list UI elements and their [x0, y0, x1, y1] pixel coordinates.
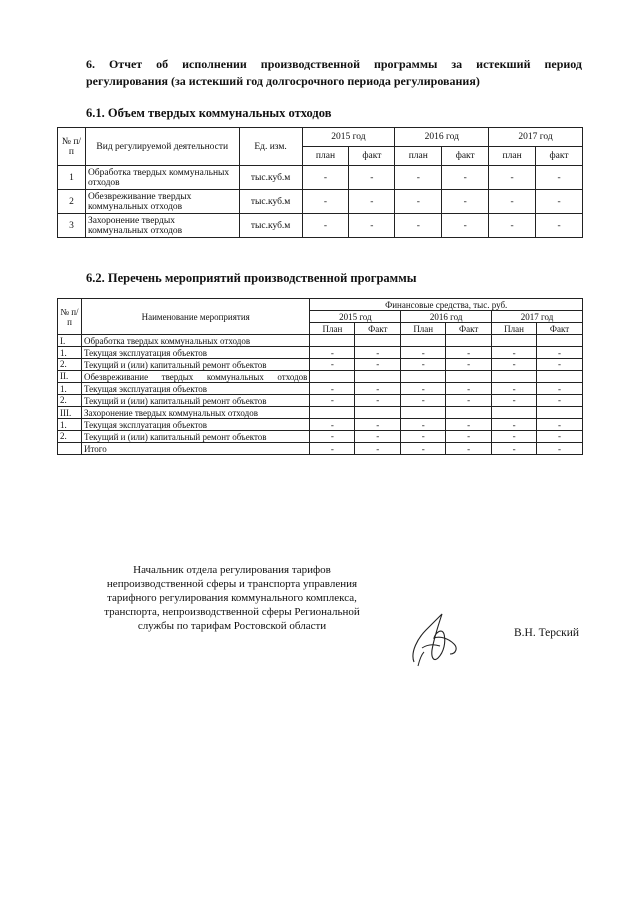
- row-name: Захоронение твердых коммунальных отходов: [85, 214, 239, 238]
- header-fact: Факт: [355, 323, 401, 335]
- cell-value: -: [492, 383, 537, 395]
- header-activity: Вид регулируемой деятельности: [85, 128, 239, 166]
- cell-value: -: [492, 395, 537, 407]
- row-name: Текущий и (или) капитальный ремонт объектов: [81, 395, 309, 407]
- cell-value: -: [446, 443, 492, 455]
- row-name: Обезвреживание твердых коммунальных отходов: [85, 190, 239, 214]
- empty-cell: [355, 407, 401, 419]
- section-6-1-title: 6.1. Объем твердых коммунальных отходов: [86, 106, 332, 120]
- empty-cell: [401, 335, 446, 347]
- section-6-heading-line-2: регулирования (за истекший год долгосрочного периода регулирования): [86, 74, 480, 88]
- cell-value: -: [442, 214, 489, 238]
- cell-value: -: [355, 419, 401, 431]
- cell-value: -: [395, 190, 442, 214]
- cell-value: -: [537, 383, 583, 395]
- cell-value: -: [446, 419, 492, 431]
- row-num: 2.: [58, 359, 82, 371]
- cell-value: -: [355, 395, 401, 407]
- header-plan: план: [489, 147, 536, 166]
- cell-value: -: [446, 347, 492, 359]
- table-row: [58, 431, 583, 443]
- group-row: [58, 371, 583, 383]
- empty-cell: [401, 407, 446, 419]
- row-num: 1.: [58, 383, 82, 395]
- header-fact: факт: [349, 147, 395, 166]
- group-row: [58, 335, 583, 347]
- cell-value: -: [401, 383, 446, 395]
- row-name: Текущий и (или) капитальный ремонт объектов: [81, 359, 309, 371]
- header-year-2017: 2017 год: [492, 311, 583, 323]
- row-unit: тыс.куб.м: [239, 214, 302, 238]
- cell-value: -: [492, 419, 537, 431]
- header-year-2015: 2015 год: [310, 311, 401, 323]
- cell-value: -: [489, 190, 536, 214]
- empty-cell: [446, 407, 492, 419]
- cell-value: -: [395, 166, 442, 190]
- position-line: непроизводственной сферы и транспорта управления: [106, 578, 358, 590]
- row-num: 2: [58, 190, 86, 214]
- cell-value: -: [446, 383, 492, 395]
- row-name: Текущая эксплуатация объектов: [81, 383, 309, 395]
- empty-cell: [492, 335, 537, 347]
- cell-value: -: [355, 359, 401, 371]
- position-line: Начальник отдела регулирования тарифов: [133, 564, 331, 576]
- empty-cell: [537, 335, 583, 347]
- signatory-position: [92, 563, 372, 633]
- handwritten-signature: [404, 608, 466, 670]
- group-num: I.: [58, 335, 82, 347]
- measures-table: [57, 298, 583, 455]
- header-year-2016: 2016 год: [401, 311, 492, 323]
- cell-value: -: [537, 359, 583, 371]
- row-unit: тыс.куб.м: [239, 166, 302, 190]
- section-6-heading: [86, 56, 582, 90]
- header-plan: План: [310, 323, 355, 335]
- cell-value: -: [537, 395, 583, 407]
- empty-cell: [355, 371, 401, 383]
- empty-cell: [537, 407, 583, 419]
- row-num: 2.: [58, 431, 82, 443]
- cell-value: -: [492, 443, 537, 455]
- table-row: [58, 419, 583, 431]
- empty-cell: [58, 443, 82, 455]
- position-line: службы по тарифам Ростовской области: [137, 620, 327, 632]
- group-name: Обезвреживание твердых коммунальных отходов: [81, 371, 309, 383]
- header-fact: факт: [536, 147, 583, 166]
- cell-value: -: [492, 359, 537, 371]
- cell-value: -: [302, 166, 349, 190]
- measures-header-row-1: [58, 299, 583, 311]
- cell-value: -: [401, 419, 446, 431]
- empty-cell: [355, 335, 401, 347]
- row-num: 3: [58, 214, 86, 238]
- empty-cell: [310, 407, 355, 419]
- header-unit: Ед. изм.: [239, 128, 302, 166]
- group-row: [58, 407, 583, 419]
- section-6-2-title: 6.2. Перечень мероприятий производственной программы: [86, 271, 417, 285]
- header-plan: план: [395, 147, 442, 166]
- empty-cell: [446, 335, 492, 347]
- table-row: [58, 347, 583, 359]
- cell-value: -: [489, 214, 536, 238]
- table-row: [58, 190, 583, 214]
- cell-value: -: [310, 395, 355, 407]
- cell-value: -: [310, 359, 355, 371]
- cell-value: -: [310, 383, 355, 395]
- table-row: [58, 359, 583, 371]
- cell-value: -: [302, 214, 349, 238]
- cell-value: -: [355, 347, 401, 359]
- cell-value: -: [401, 359, 446, 371]
- header-year-2017: 2017 год: [489, 128, 583, 147]
- row-num: 2.: [58, 395, 82, 407]
- cell-value: -: [492, 431, 537, 443]
- header-finance: Финансовые средства, тыс. руб.: [310, 299, 583, 311]
- position-line: тарифного регулирования коммунального комплекса,: [107, 592, 357, 604]
- cell-value: -: [446, 359, 492, 371]
- row-name: Текущая эксплуатация объектов: [81, 419, 309, 431]
- cell-value: -: [401, 443, 446, 455]
- empty-cell: [310, 335, 355, 347]
- empty-cell: [310, 371, 355, 383]
- header-plan: План: [401, 323, 446, 335]
- cell-value: -: [401, 431, 446, 443]
- cell-value: -: [536, 214, 583, 238]
- position-line: транспорта, непроизводственной сферы Региональной: [104, 606, 360, 618]
- total-row: [58, 443, 583, 455]
- group-num: III.: [58, 407, 82, 419]
- cell-value: -: [395, 214, 442, 238]
- cell-value: -: [446, 431, 492, 443]
- cell-value: -: [355, 443, 401, 455]
- table-row: [58, 383, 583, 395]
- volume-table: [57, 127, 583, 238]
- cell-value: -: [537, 443, 583, 455]
- table-row: [58, 166, 583, 190]
- header-fact: Факт: [446, 323, 492, 335]
- group-name: Обработка твердых коммунальных отходов: [81, 335, 309, 347]
- group-name: Захоронение твердых коммунальных отходов: [81, 407, 309, 419]
- row-name: Текущая эксплуатация объектов: [81, 347, 309, 359]
- cell-value: -: [401, 395, 446, 407]
- empty-cell: [537, 371, 583, 383]
- cell-value: -: [536, 166, 583, 190]
- cell-value: -: [537, 431, 583, 443]
- header-fact: факт: [442, 147, 489, 166]
- cell-value: -: [446, 395, 492, 407]
- cell-value: -: [442, 190, 489, 214]
- cell-value: -: [302, 190, 349, 214]
- cell-value: -: [310, 347, 355, 359]
- row-name: Обработка твердых коммунальных отходов: [85, 166, 239, 190]
- header-name: Наименование мероприятия: [81, 299, 309, 335]
- header-num: № п/п: [58, 299, 82, 335]
- row-unit: тыс.куб.м: [239, 190, 302, 214]
- section-6-heading-line-1: 6. Отчет об исполнении производственной программы за истекший период: [86, 57, 582, 71]
- empty-cell: [492, 371, 537, 383]
- cell-value: -: [442, 166, 489, 190]
- empty-cell: [446, 371, 492, 383]
- header-year-2016: 2016 год: [395, 128, 489, 147]
- cell-value: -: [401, 347, 446, 359]
- cell-value: -: [355, 383, 401, 395]
- group-num: II.: [58, 371, 82, 383]
- row-num: 1.: [58, 419, 82, 431]
- empty-cell: [492, 407, 537, 419]
- empty-cell: [401, 371, 446, 383]
- cell-value: -: [492, 347, 537, 359]
- cell-value: -: [310, 431, 355, 443]
- table-row: [58, 395, 583, 407]
- row-name: Текущий и (или) капитальный ремонт объектов: [81, 431, 309, 443]
- cell-value: -: [349, 190, 395, 214]
- header-plan: План: [492, 323, 537, 335]
- header-plan: план: [302, 147, 349, 166]
- cell-value: -: [537, 419, 583, 431]
- cell-value: -: [536, 190, 583, 214]
- cell-value: -: [349, 214, 395, 238]
- cell-value: -: [349, 166, 395, 190]
- cell-value: -: [310, 443, 355, 455]
- cell-value: -: [355, 431, 401, 443]
- row-num: 1: [58, 166, 86, 190]
- signatory-name: В.Н. Терский: [514, 627, 580, 639]
- cell-value: -: [310, 419, 355, 431]
- header-year-2015: 2015 год: [302, 128, 395, 147]
- table-row: [58, 214, 583, 238]
- header-num: № п/п: [58, 128, 86, 166]
- header-fact: Факт: [537, 323, 583, 335]
- total-label: Итого: [81, 443, 309, 455]
- cell-value: -: [537, 347, 583, 359]
- row-num: 1.: [58, 347, 82, 359]
- volume-table-header-row-1: [58, 128, 583, 147]
- cell-value: -: [489, 166, 536, 190]
